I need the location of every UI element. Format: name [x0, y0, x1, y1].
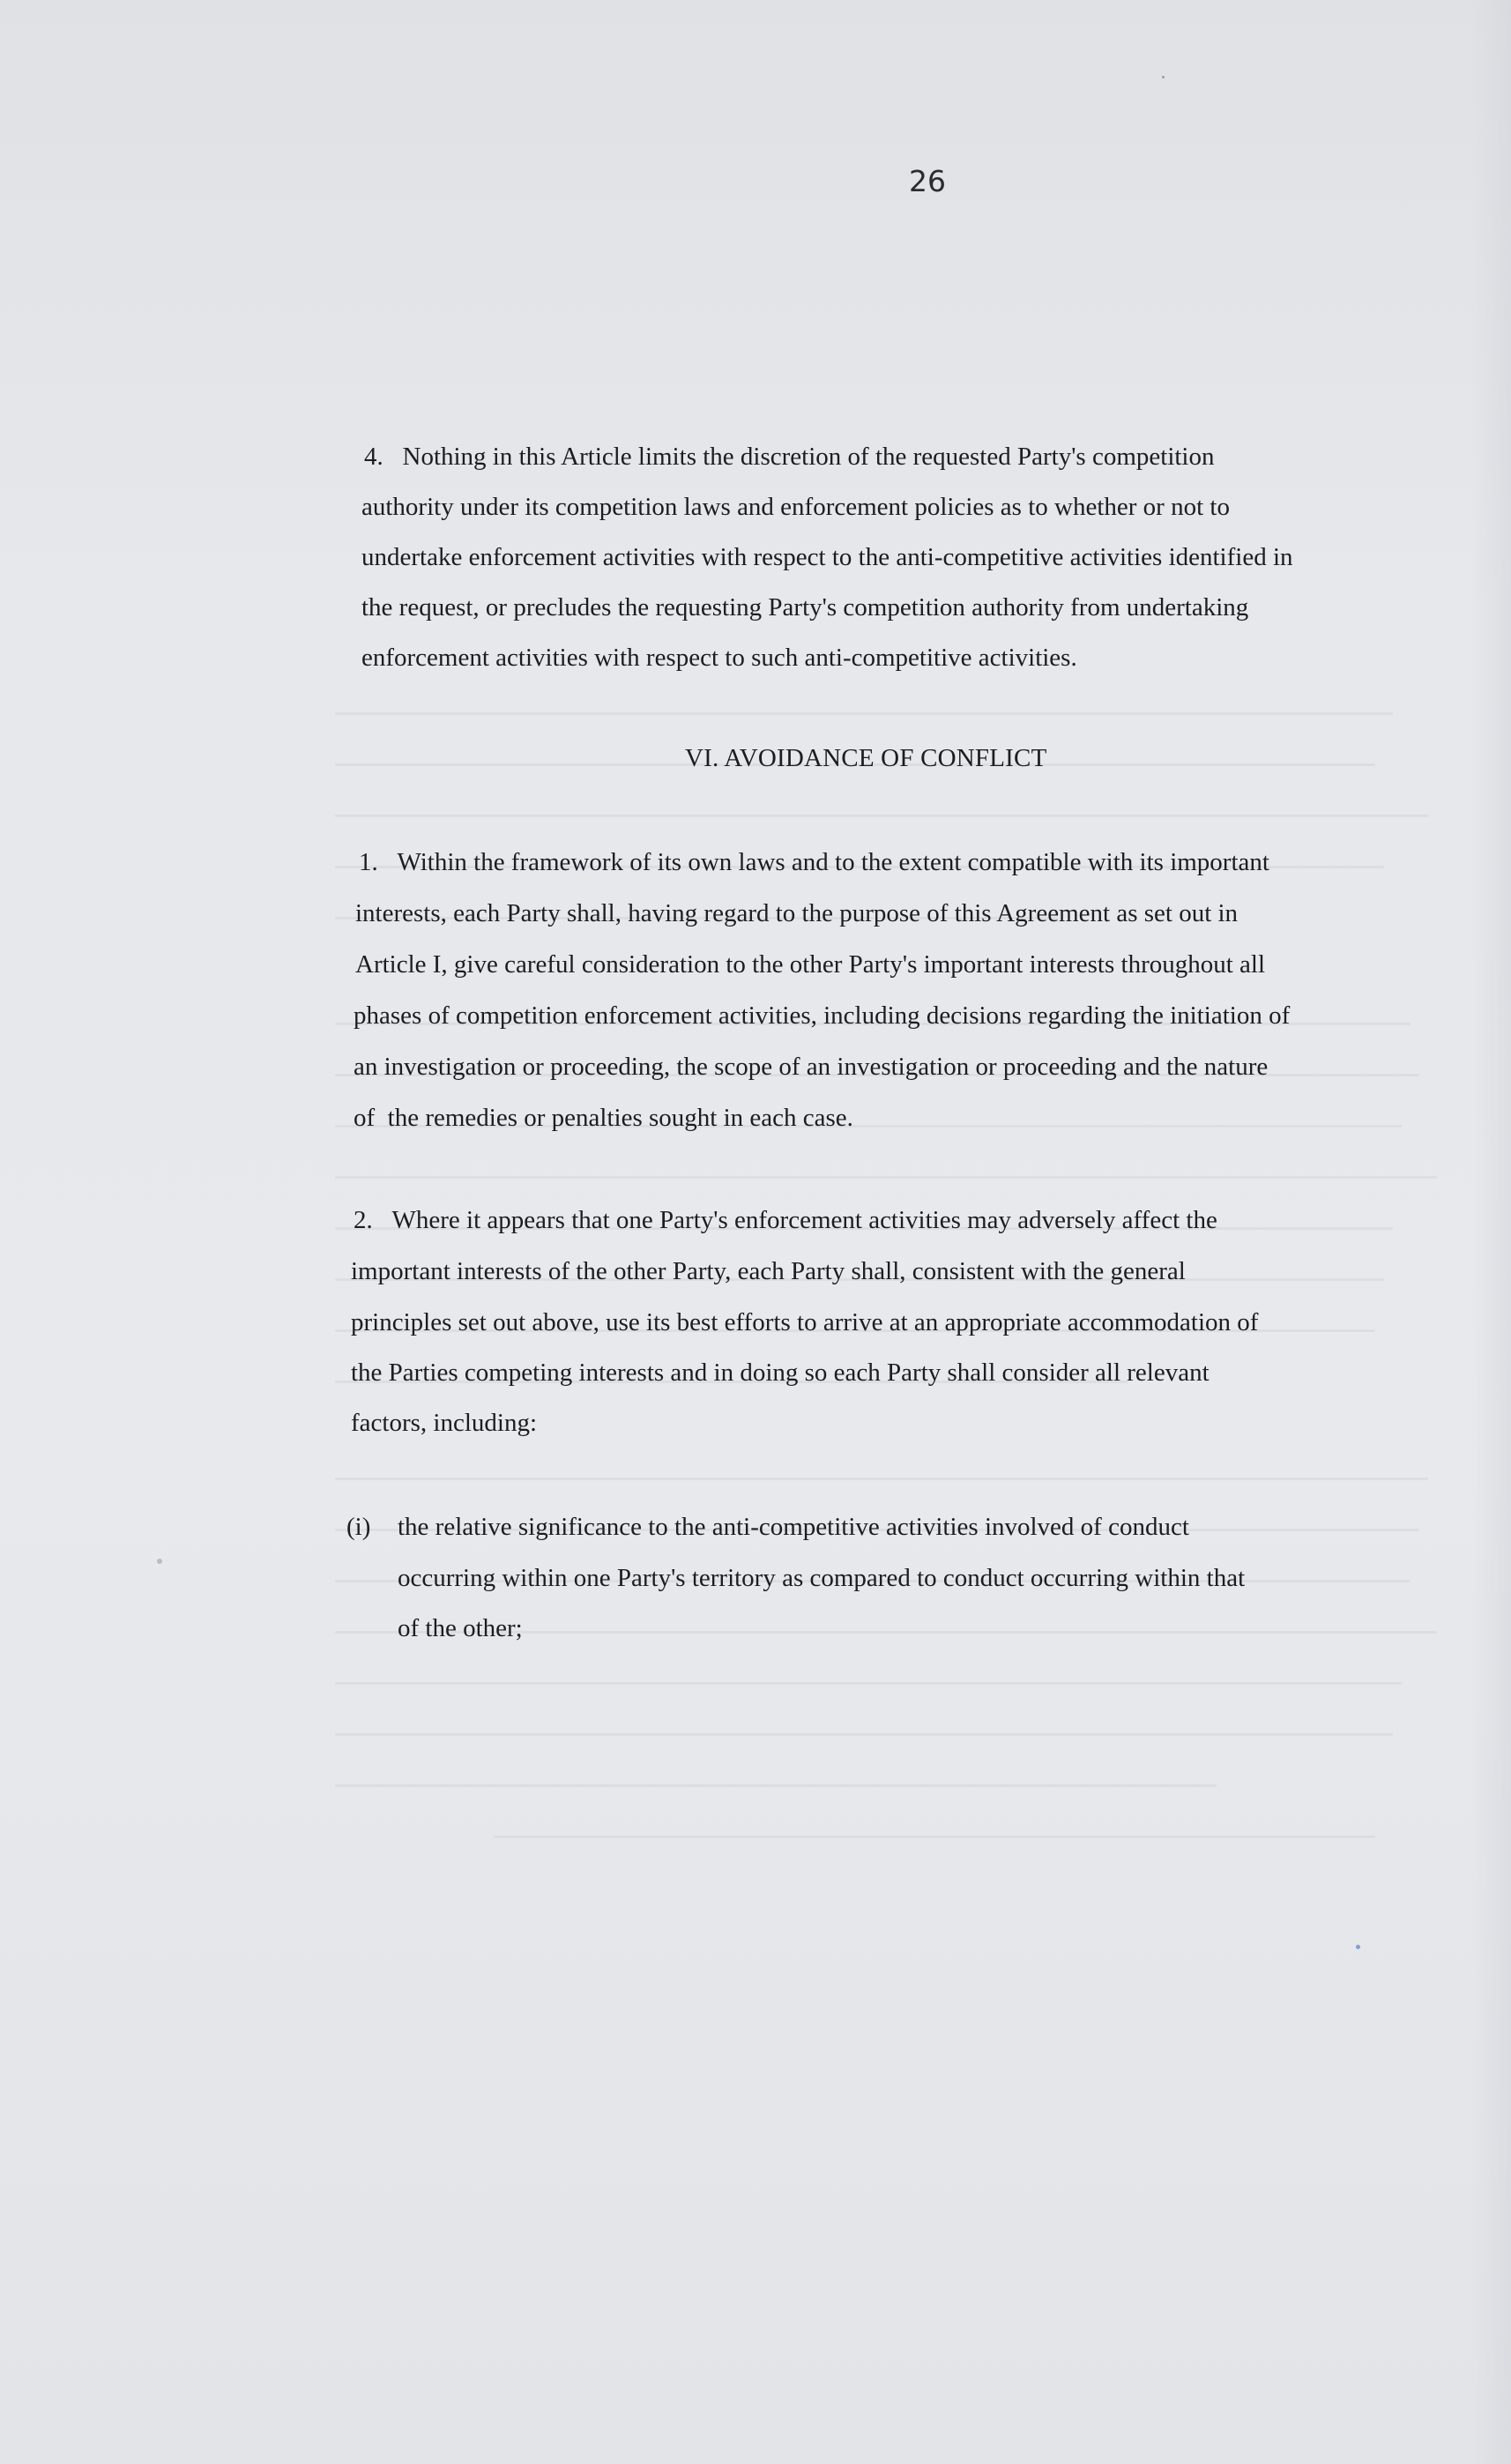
- paragraph-line: the Parties competing interests and in doing so each Party shall consider all relevant: [351, 1359, 1210, 1387]
- paragraph-line: 2. Where it appears that one Party's enforcement activities may adversely affect the: [354, 1206, 1217, 1234]
- paragraph-line: factors, including:: [351, 1409, 538, 1437]
- paragraph-line: important interests of the other Party, each Party shall, consistent with the general: [351, 1257, 1186, 1285]
- section-heading: VI. AVOIDANCE OF CONFLICT: [685, 744, 1047, 772]
- paragraph-line: principles set out above, use its best efforts to arrive at an appropriate accommodation of: [351, 1308, 1259, 1336]
- paragraph-line: enforcement activities with respect to such anti-competitive activities.: [361, 644, 1077, 672]
- paragraph-line: authority under its competition laws and enforcement policies as to whether or not to: [361, 493, 1230, 521]
- paragraph-line: interests, each Party shall, having regard to the purpose of this Agreement as set out in: [355, 899, 1239, 927]
- page-number: 26: [909, 164, 946, 198]
- paragraph-line: phases of competition enforcement activities, including decisions regarding the initiation of: [354, 1001, 1291, 1030]
- page-edge-shadow: [1470, 0, 1511, 2464]
- paragraph-line: an investigation or proceeding, the scope of an investigation or proceeding and the nature: [354, 1053, 1269, 1081]
- list-item-line: occurring within one Party's territory as compared to conduct occurring within that: [398, 1564, 1246, 1592]
- scan-speck: [157, 1559, 162, 1564]
- paragraph-line: 4. Nothing in this Article limits the discretion of the requested Party's competition: [364, 443, 1215, 471]
- paragraph-line: 1. Within the framework of its own laws and to the extent compatible with its important: [359, 848, 1269, 876]
- paragraph-line: Article I, give careful consideration to the other Party's important interests throughout all: [355, 950, 1266, 979]
- list-item-line: the relative significance to the anti-competitive activities involved of conduct: [398, 1513, 1189, 1541]
- list-item-marker: (i): [346, 1513, 371, 1541]
- paragraph-line: undertake enforcement activities with respect to the anti-competitive activities identified in: [361, 543, 1293, 571]
- paragraph-line: of the remedies or penalties sought in each case.: [354, 1104, 853, 1132]
- paragraph-line: the request, or precludes the requesting Party's competition authority from undertaking: [361, 593, 1249, 622]
- scan-speck: [1162, 76, 1165, 78]
- scan-speck: [1356, 1945, 1360, 1949]
- list-item-line: of the other;: [398, 1614, 523, 1642]
